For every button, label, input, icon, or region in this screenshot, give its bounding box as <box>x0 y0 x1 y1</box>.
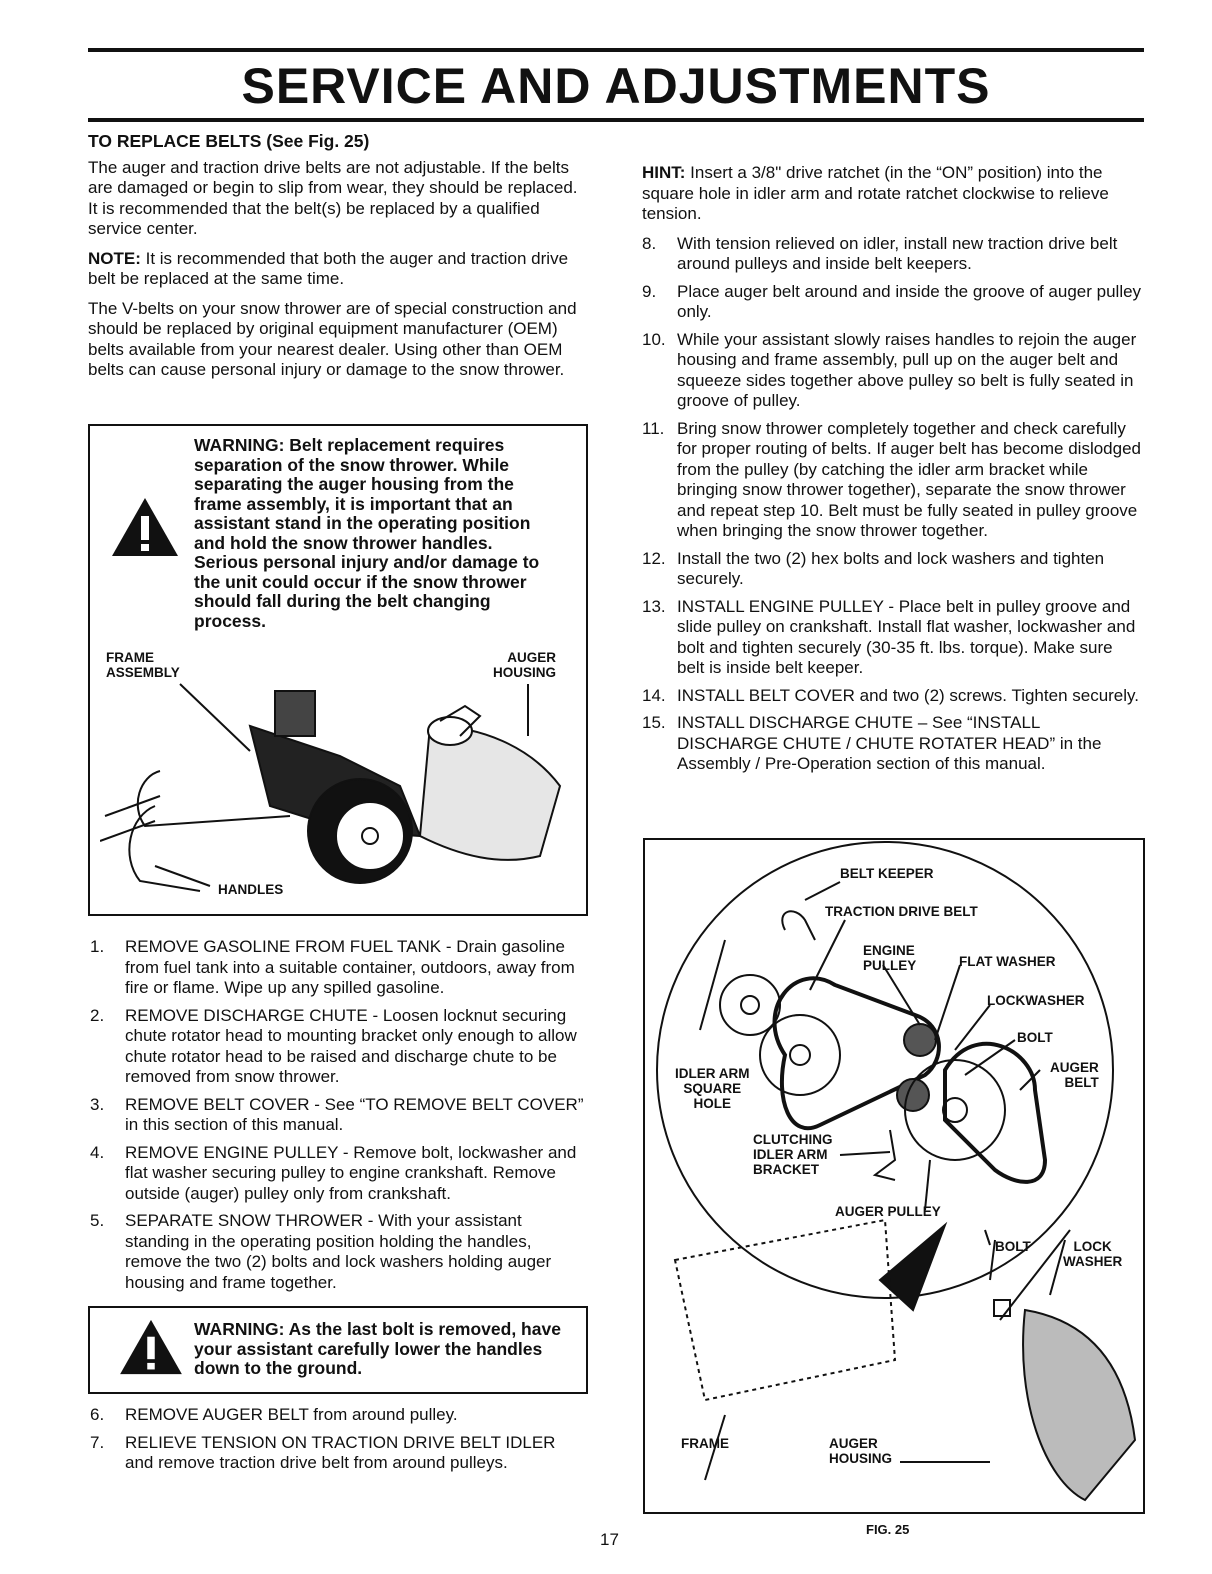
list-item: 6. REMOVE AUGER BELT from around pulley. <box>90 1405 458 1424</box>
note-paragraph <box>88 249 588 290</box>
label-idler-arm-square-hole: IDLER ARM SQUARE HOLE <box>675 1066 750 1111</box>
list-item: 3. REMOVE BELT COVER - See “TO REMOVE BELT COVER” in this section of this manual. <box>90 1094 584 1134</box>
left-column <box>88 131 588 390</box>
warning-2-text: WARNING: As the last bolt is removed, have your assistant carefully lower the handles down to the ground. <box>194 1319 561 1378</box>
label-auger-belt: AUGER BELT <box>1050 1060 1099 1090</box>
note-label: NOTE: <box>88 248 141 268</box>
label-auger-housing-2: AUGER HOUSING <box>829 1436 893 1466</box>
label-clutching-idler-arm-bracket: CLUTCHING IDLER ARM BRACKET <box>753 1132 833 1177</box>
steps-list-2 <box>90 1405 588 1474</box>
intro-paragraph: The auger and traction drive belts are not adjustable. If the belts are damaged or begin to slip from wear, they should be replaced. It is recommended that the belt(s) be replaced by a qualified service center. <box>88 157 578 238</box>
label-handles: HANDLES <box>218 882 284 897</box>
warning-box-1 <box>88 424 588 916</box>
hint-text: Insert a 3/8" drive ratchet (in the “ON” position) into the square hole in idler arm and rotate ratchet clockwise to relieve tension. <box>642 163 1109 223</box>
left-steps-2 <box>90 1405 588 1481</box>
list-item: 15. INSTALL DISCHARGE CHUTE – See “INSTALL DISCHARGE CHUTE / CHUTE ROTATER HEAD” in the Assembly / Pre-Operation section of this manual. <box>642 713 1102 773</box>
note-text: It is recommended that both the auger and traction drive belt be replaced at the same time. <box>88 248 569 288</box>
label-frame-assembly: FRAME ASSEMBLY <box>106 650 180 680</box>
list-item: 1. REMOVE GASOLINE FROM FUEL TANK - Drain gasoline from fuel tank into a suitable container, outdoors, away from fire or flame. Wipe up any spilled gasoline. <box>90 937 575 997</box>
figure-caption: FIG. 25 <box>866 1522 910 1537</box>
snow-thrower-illustration <box>100 666 580 906</box>
title-rule <box>88 118 1144 122</box>
list-item: 10. While your assistant slowly raises handles to rejoin the auger housing and frame assembly, pull up on the auger belt and squeeze sides together above pulley so belt is fully seated in groove of pulley. <box>642 329 1137 410</box>
label-auger-pulley: AUGER PULLEY <box>835 1204 941 1219</box>
warning-triangle-icon <box>118 1318 184 1376</box>
warning-box-2 <box>88 1306 588 1394</box>
label-flat-washer: FLAT WASHER <box>959 954 1056 969</box>
list-item: 8. With tension relieved on idler, install new traction drive belt around pulleys and inside belt keepers. <box>642 233 1118 273</box>
warning-triangle-icon <box>110 496 180 558</box>
page-number: 17 <box>600 1530 619 1549</box>
vbelt-paragraph: The V-belts on your snow thrower are of special construction and should be replaced by original equipment manufacturer (OEM) belts available from your nearest dealer. Using other than OEM belts can cause personal injury or damage to the snow thrower. <box>88 298 577 379</box>
list-item: 9. Place auger belt around and inside the groove of auger pulley only. <box>642 281 1142 321</box>
label-frame: FRAME <box>681 1436 729 1451</box>
right-column <box>642 163 1144 782</box>
list-item: 2. REMOVE DISCHARGE CHUTE - Loosen locknut securing chute rotator head to mounting bracket only enough to allow chute rotator head to be raised and discharge chute to be removed from snow thrower. <box>90 1005 577 1086</box>
list-item: 5. SEPARATE SNOW THROWER - With your assistant standing in the operating position holding the handles, remove the two (2) bolts and lock washers holding auger housing and frame together. <box>90 1211 552 1292</box>
list-item: 4. REMOVE ENGINE PULLEY - Remove bolt, lockwasher and flat washer securing pulley to engine crankshaft. Remove outside (auger) pulley only from crankshaft. <box>90 1142 577 1203</box>
label-bolt: BOLT <box>1017 1030 1053 1045</box>
belt-routing-illustration <box>645 840 1142 1511</box>
hint-label: HINT: <box>642 163 686 182</box>
left-steps <box>90 937 588 1300</box>
label-auger-housing: AUGER HOUSING <box>492 650 556 680</box>
steps-list-3 <box>642 234 1144 775</box>
label-lockwasher: LOCKWASHER <box>987 993 1085 1008</box>
list-item: 13. INSTALL ENGINE PULLEY - Place belt in pulley groove and slide pulley on crankshaft. Install flat washer, lockwasher and bolt and tighten securely (30-35 ft. lbs. torque). Make sure belt is inside belt keeper. <box>642 596 1136 677</box>
label-engine-pulley: ENGINE PULLEY <box>863 943 917 973</box>
label-belt-keeper: BELT KEEPER <box>840 866 934 881</box>
label-lock-washer: LOCK WASHER <box>1063 1239 1123 1269</box>
label-traction-drive-belt: TRACTION DRIVE BELT <box>825 904 978 919</box>
steps-list-1 <box>90 937 588 1293</box>
list-item: 14. INSTALL BELT COVER and two (2) screws. Tighten securely. <box>642 685 1140 705</box>
page-title: SERVICE AND ADJUSTMENTS <box>241 58 991 114</box>
hint-paragraph <box>642 163 1144 225</box>
warning-1-text: WARNING: Belt replacement requires separation of the snow thrower. While separating the auger housing from the frame assembly, it is important that an assistant stand in the operating position and hold the snow thrower handles. Serious personal injury and/or damage to the unit could occur if the snow thrower should fall during the belt changing process. <box>194 435 540 631</box>
label-bolt-2: BOLT <box>995 1239 1031 1254</box>
section-heading: TO REPLACE BELTS (See Fig. 25) <box>88 131 370 151</box>
list-item: 12. Install the two (2) hex bolts and lock washers and tighten securely. <box>642 548 1105 588</box>
top-rule <box>88 48 1144 52</box>
list-item: 7. RELIEVE TENSION ON TRACTION DRIVE BELT IDLER and remove traction drive belt from around pulleys. <box>90 1432 556 1472</box>
figure-25-box <box>643 838 1145 1514</box>
list-item: 11. Bring snow thrower completely together and check carefully for proper routing of belts. If auger belt has become dislodged from the pulley (by catching the idler arm bracket while bringing snow thrower together), separate the snow thrower and repeat step 10. Belt must be fully seated in pulley groove when bringing the snow thrower together. <box>642 418 1142 540</box>
